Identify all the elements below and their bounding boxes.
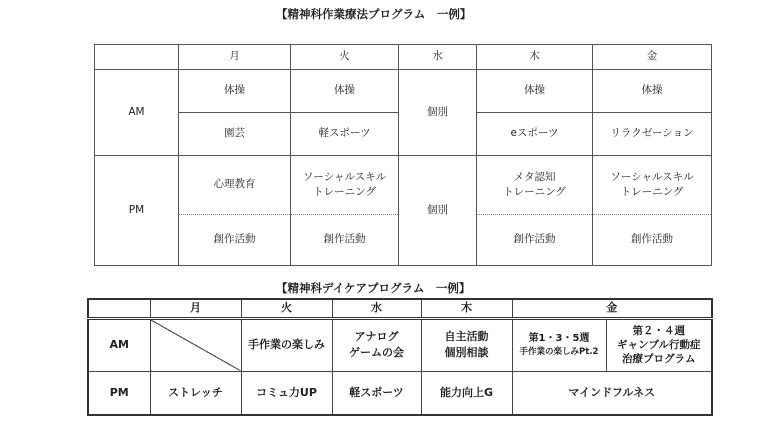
cell-thu-pm2: 創作活動	[477, 215, 593, 266]
cell-thu-am2: eスポーツ	[477, 113, 593, 156]
cell-wed-pm: 個別	[399, 156, 477, 266]
day-header-mon: 月	[179, 45, 291, 70]
cell-thu-am1: 体操	[477, 70, 593, 113]
pm-label: PM	[95, 156, 179, 266]
cell-fri-am-week24: 第２・４週 ギャンブル行動症 治療プログラム	[606, 318, 712, 371]
cell-fri-am1: 体操	[593, 70, 712, 113]
day-header-fri: 金	[512, 299, 712, 318]
table1-title: 【精神科作業療法プログラム 一例】	[276, 7, 472, 21]
pm-label: PM	[88, 371, 150, 415]
day-header-mon: 月	[150, 299, 241, 318]
cell-tue-pm1: ソーシャルスキル トレーニング	[291, 156, 399, 215]
table2-title: 【精神科デイケアプログラム 一例】	[276, 281, 471, 295]
cell-thu-pm: 能力向上G	[421, 371, 512, 415]
cell-tue-pm2: 創作活動	[291, 215, 399, 266]
day-header-tue: 火	[291, 45, 399, 70]
fri-am-week135-program: 手作業の楽しみPt.2	[519, 347, 599, 358]
cell-thu-pm1: メタ認知 トレーニング	[477, 156, 593, 215]
day-header-tue: 火	[241, 299, 332, 318]
cell-mon-am2: 園芸	[179, 113, 291, 156]
am-label: AM	[95, 70, 179, 156]
cell-wed-am: アナログ ゲームの会	[332, 318, 421, 371]
cell-fri-pm: マインドフルネス	[512, 371, 712, 415]
cell-fri-pm1: ソーシャルスキル トレーニング	[593, 156, 712, 215]
cell-tue-am1: 体操	[291, 70, 399, 113]
cell-thu-am: 自主活動 個別相談	[421, 318, 512, 371]
day-header-thu: 木	[421, 299, 512, 318]
cell-wed-pm: 軽スポーツ	[332, 371, 421, 415]
corner-cell	[88, 299, 150, 318]
cell-tue-am2: 軽スポーツ	[291, 113, 399, 156]
cell-mon-pm: ストレッチ	[150, 371, 241, 415]
cell-mon-pm2: 創作活動	[179, 215, 291, 266]
day-header-fri: 金	[593, 45, 712, 70]
day-header-thu: 木	[477, 45, 593, 70]
day-header-wed: 水	[399, 45, 477, 70]
cell-mon-pm1: 心理教育	[179, 156, 291, 215]
daycare-program-table	[87, 298, 713, 416]
cell-mon-am1: 体操	[179, 70, 291, 113]
ot-program-table	[94, 44, 712, 266]
cell-tue-am: 手作業の楽しみ	[241, 318, 332, 371]
am-label: AM	[88, 318, 150, 371]
fri-am-week135-heading: 第1・3・5週	[528, 332, 590, 344]
cell-fri-am-week135	[512, 318, 606, 371]
cell-fri-pm2: 創作活動	[593, 215, 712, 266]
corner-cell	[95, 45, 179, 70]
day-header-wed: 水	[332, 299, 421, 318]
cell-mon-am-empty	[150, 318, 241, 371]
cell-wed-am: 個別	[399, 70, 477, 156]
cell-tue-pm: コミュ力UP	[241, 371, 332, 415]
cell-fri-am2: リラクゼーション	[593, 113, 712, 156]
